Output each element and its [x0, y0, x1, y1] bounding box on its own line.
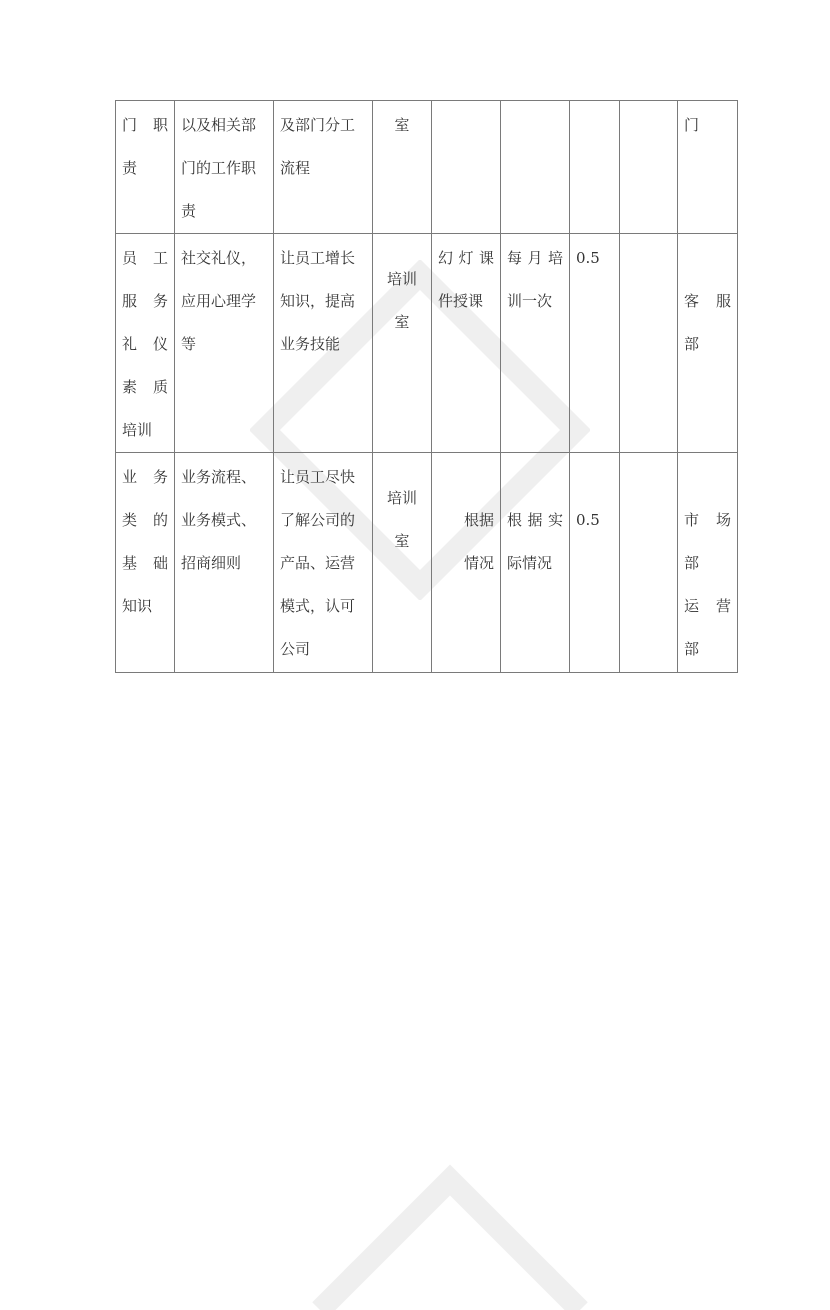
- cell-line: 产品、运营: [280, 554, 356, 572]
- cell-department: [678, 453, 738, 673]
- cell-line: 根据实: [507, 511, 563, 529]
- cell-line: 门: [684, 116, 700, 134]
- cell-line: 责: [122, 159, 138, 177]
- cell-frequency: [501, 453, 570, 673]
- cell-line: 招商细则: [181, 554, 242, 572]
- cell-blank: [620, 234, 678, 453]
- cell-line: 知识: [122, 597, 153, 615]
- cell-line: 社交礼仪，: [181, 249, 257, 267]
- cell-goal: [274, 453, 373, 673]
- cell-content: [175, 234, 274, 453]
- cell-line: 模式，认可: [280, 597, 356, 615]
- cell-line: 业务流程、: [181, 468, 257, 486]
- watermark-logo: [300, 1110, 600, 1310]
- cell-line: 训一次: [507, 292, 553, 310]
- cell-line: 室: [394, 313, 410, 331]
- cell-line: 业务技能: [280, 335, 341, 353]
- table-row: [116, 101, 738, 234]
- table-row: [116, 234, 738, 453]
- cell-content: [175, 453, 274, 673]
- cell-line: 业 务: [122, 468, 168, 486]
- cell-line: 类 的: [122, 511, 168, 529]
- cell-line: 应用心理学: [181, 292, 257, 310]
- cell-blank: [620, 453, 678, 673]
- cell-content: [175, 101, 274, 234]
- cell-goal: [274, 101, 373, 234]
- cell-line: 了解公司的: [280, 511, 356, 529]
- cell-course: [116, 234, 175, 453]
- cell-line: 培训: [386, 489, 417, 507]
- cell-line: 知识，提高: [280, 292, 356, 310]
- cell-department: [678, 234, 738, 453]
- cell-line: 件授课: [438, 292, 484, 310]
- cell-location: [373, 101, 432, 234]
- cell-line: 室: [394, 532, 410, 550]
- cell-line: 培训: [122, 421, 153, 439]
- cell-frequency: [501, 101, 570, 234]
- cell-line: 门 职: [122, 116, 168, 134]
- cell-line: 服 务: [122, 292, 168, 310]
- cell-department: [678, 101, 738, 234]
- cell-line: 责: [181, 202, 197, 220]
- cell-location: [373, 234, 432, 453]
- cell-line: 礼 仪: [122, 335, 168, 353]
- cell-course: [116, 101, 175, 234]
- cell-line: 让员工增长: [280, 249, 356, 267]
- cell-line: 及部门分工: [280, 116, 356, 134]
- cell-line: 际情况: [507, 554, 553, 572]
- table-row: [116, 453, 738, 673]
- cell-line: 素 质: [122, 378, 168, 396]
- cell-line: 流程: [280, 159, 311, 177]
- cell-line: 部: [684, 335, 700, 353]
- cell-hours: [570, 101, 620, 234]
- cell-course: [116, 453, 175, 673]
- cell-location: [373, 453, 432, 673]
- cell-method: [432, 453, 501, 673]
- cell-frequency: [501, 234, 570, 453]
- cell-line: 公司: [280, 640, 311, 658]
- cell-method: [432, 234, 501, 453]
- cell-line: 以及相关部: [181, 116, 257, 134]
- cell-hours: [570, 234, 620, 453]
- cell-line: 员 工: [122, 249, 168, 267]
- cell-line: 幻灯课: [438, 249, 494, 267]
- cell-line: 基 础: [122, 554, 168, 572]
- cell-hours: [570, 453, 620, 673]
- cell-line: 让员工尽快: [280, 468, 356, 486]
- cell-line: 业务模式、: [181, 511, 257, 529]
- training-plan-table: [115, 100, 738, 673]
- cell-line: 市 场: [684, 511, 731, 529]
- cell-goal: [274, 234, 373, 453]
- cell-line: 0.5: [576, 249, 600, 267]
- cell-line: 根据: [463, 511, 494, 529]
- cell-line: 每月培: [507, 249, 563, 267]
- cell-line: 部: [684, 554, 700, 572]
- cell-line: 培训: [386, 270, 417, 288]
- cell-line: 0.5: [576, 511, 600, 529]
- cell-line: 室: [394, 116, 410, 134]
- cell-line: 部: [684, 640, 700, 658]
- cell-blank: [620, 101, 678, 234]
- cell-line: 运 营: [684, 597, 731, 615]
- cell-line: 客 服: [684, 292, 731, 310]
- cell-method: [432, 101, 501, 234]
- cell-line: 门的工作职: [181, 159, 257, 177]
- cell-line: 情况: [463, 554, 494, 572]
- cell-line: 等: [181, 335, 197, 353]
